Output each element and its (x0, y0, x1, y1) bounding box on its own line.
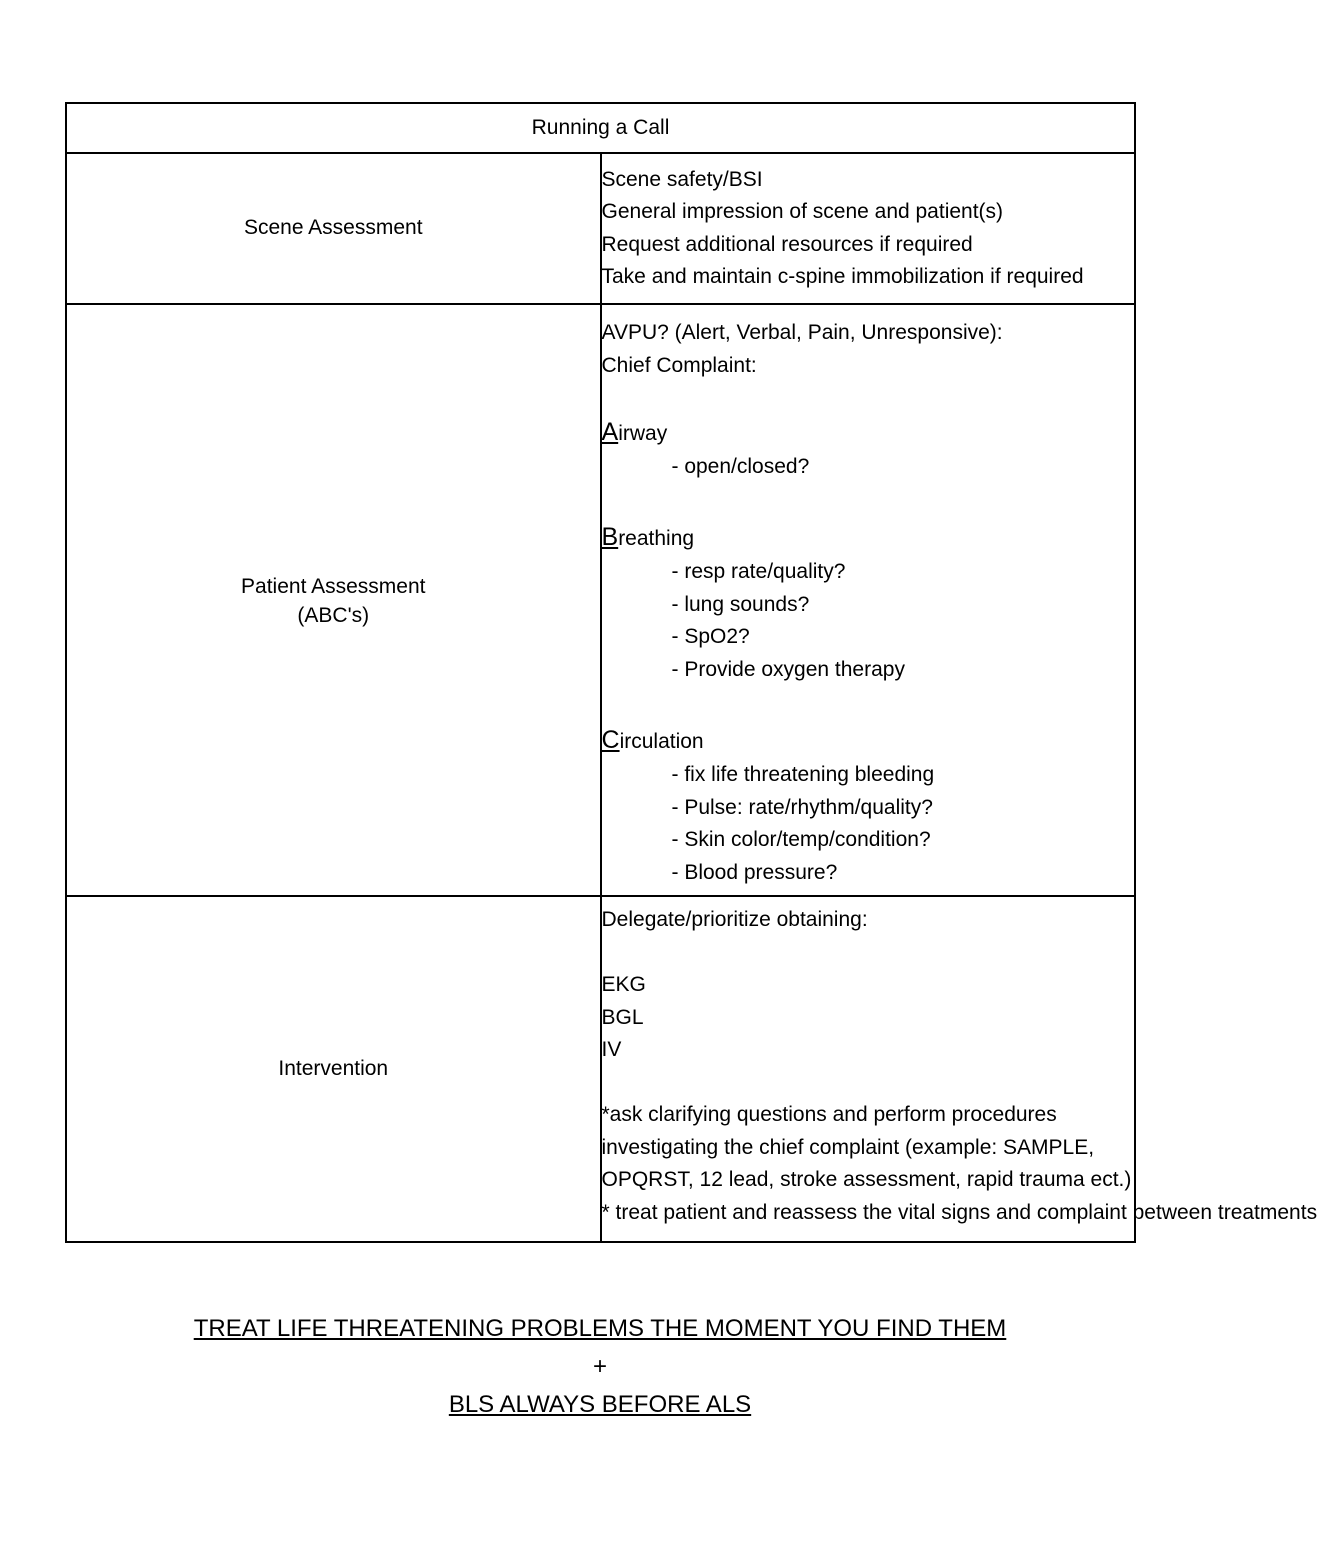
avpu-line: AVPU? (Alert, Verbal, Pain, Unresponsive): (601, 321, 1003, 344)
airway-heading (602, 415, 1135, 451)
breathing-item: - resp rate/quality? (671, 560, 846, 583)
scene-line: Take and maintain c-spine immobilization if required (601, 265, 1084, 288)
scene-line: General impression of scene and patient(s) (601, 200, 1004, 223)
breathing-rest: reathing (618, 527, 695, 550)
spacer (602, 937, 1135, 970)
spacer (602, 686, 1135, 723)
circulation-item: - Pulse: rate/rhythm/quality? (671, 795, 933, 819)
footer-line-2: BLS ALWAYS BEFORE ALS (448, 1391, 752, 1418)
intervention-row (66, 896, 1135, 1242)
footer-reminder (0, 1310, 1200, 1424)
scene-line: Request additional resources if required (601, 232, 973, 256)
circulation-heading (602, 723, 1135, 759)
treat-note: * treat patient and reassess the vital signs and complaint between treatments (601, 1200, 1317, 1224)
circulation-item: - fix life threatening bleeding (671, 763, 935, 786)
spacer (602, 483, 1135, 520)
intervention-item: IV (601, 1038, 622, 1061)
circulation-letter: C (601, 726, 620, 754)
patient-assessment-label-line2: (ABC's) (297, 604, 370, 628)
patient-assessment-row (66, 304, 1135, 896)
scene-assessment-content (601, 153, 1136, 304)
chief-complaint-line: Chief Complaint: (601, 353, 757, 377)
title-row (66, 103, 1135, 153)
footer-plus: + (592, 1353, 607, 1380)
spacer (602, 1067, 1135, 1100)
circulation-item: - Skin color/temp/condition? (671, 828, 931, 851)
airway-rest: irway (618, 421, 668, 445)
intervention-content (601, 896, 1317, 1242)
breathing-item: - Provide oxygen therapy (671, 657, 905, 681)
airway-letter: A (601, 417, 619, 446)
breathing-letter: B (601, 523, 619, 551)
scene-assessment-row (66, 153, 1135, 304)
running-a-call-table (65, 102, 1317, 1243)
scene-line: Scene safety/BSI (601, 167, 763, 191)
breathing-item: - SpO2? (671, 625, 750, 648)
delegate-line: Delegate/prioritize obtaining: (601, 908, 868, 931)
patient-assessment-label-line1: Patient Assessment (241, 574, 426, 598)
circulation-item: - Blood pressure? (671, 860, 838, 884)
breathing-item: - lung sounds? (671, 592, 810, 616)
breathing-heading (602, 520, 1135, 556)
circulation-rest: irculation (619, 730, 704, 753)
intervention-label: Intervention (66, 896, 601, 1242)
intervention-item: BGL (601, 1005, 644, 1029)
patient-assessment-label (66, 304, 601, 896)
scene-assessment-label: Scene Assessment (66, 153, 601, 304)
clarifying-note: *ask clarifying questions and perform procedures investigating the chief complaint (example: SAMPLE, OPQRST, 12 lead, stroke assessment, rapid trauma ect.) (601, 1103, 1132, 1191)
intervention-item: EKG (601, 973, 646, 996)
airway-item: - open/closed? (671, 454, 810, 478)
spacer (602, 382, 1135, 415)
patient-assessment-content (601, 304, 1136, 896)
footer-line-1: TREAT LIFE THREATENING PROBLEMS THE MOMENT YOU FIND THEM (193, 1315, 1007, 1342)
table-title: Running a Call (66, 103, 1135, 153)
